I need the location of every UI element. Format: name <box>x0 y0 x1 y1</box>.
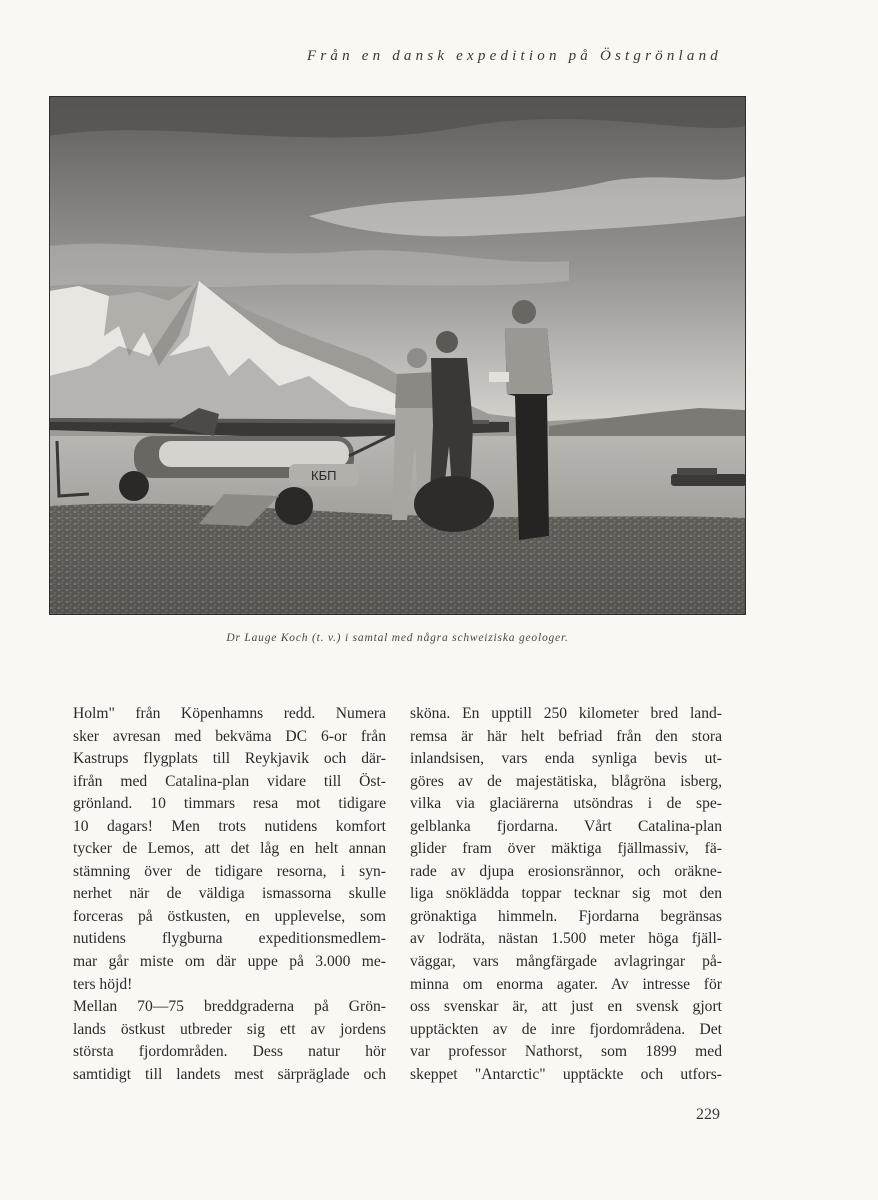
text-line: stämning över de tidigare resorna, i syn- <box>73 862 386 880</box>
text-line: rade av djupa erosionsrännor, och oräkne- <box>410 862 722 880</box>
text-line: upptäckten av de inre fjordområdena. Det <box>410 1020 722 1038</box>
text-line: samtidigt till landets mest särpräglade och <box>73 1065 386 1083</box>
text-line: var professor Nathorst, som 1899 med <box>410 1043 722 1061</box>
text-line: Holm" från Köpenhamns redd. Numera <box>73 705 386 722</box>
text-line: inlandsisen, vars enda synliga bevis ut- <box>410 750 722 768</box>
text-line: nerhet när de väldiga ismassorna skulle <box>73 885 386 903</box>
text-line: lands östkust utbreder sig ett av jordens <box>73 1020 386 1038</box>
text-line: största fjordområden. Dess natur hör <box>73 1043 386 1061</box>
text-column-right <box>410 703 722 1086</box>
text-line: grönland. 10 timmars resa mot tidigare <box>73 795 386 813</box>
text-line: glider fram över mäktiga fjällmassiv, fä- <box>410 840 722 858</box>
text-line: vilka via glaciärerna utsöndras i de spe- <box>410 795 722 813</box>
text-line: liga snöklädda toppar tecknar sig mot den <box>410 885 722 903</box>
text-line: 10 dagars! Men trots nutidens komfort <box>73 817 386 835</box>
text-line: ters höjd! <box>73 975 133 993</box>
text-line: göres av de majestätiska, blågröna isberg, <box>410 772 722 790</box>
running-head: Från en dansk expedition på Östgrönland <box>306 48 722 64</box>
text-line: skeppet "Antarctic" upptäckte och utfors- <box>410 1065 722 1083</box>
text-line: tycker de Lemos, att det låg en helt annan <box>73 840 386 858</box>
text-line: oss svenskar är, att just en svensk gjort <box>410 998 722 1016</box>
text-line: väggar, vars mångfärgade avlagringar på- <box>410 953 722 971</box>
text-line: grönaktiga himmeln. Fjordarna begränsas <box>410 907 722 925</box>
photo-image <box>49 96 746 615</box>
text-line: remsa är här helt befriad från den stora <box>410 727 722 745</box>
text-line: sköna. En upptill 250 kilometer bred land- <box>410 705 722 722</box>
text-line: nutidens flygburna expeditionsmedlem- <box>73 930 386 948</box>
text-line: ifrån med Catalina-plan vidare till Öst- <box>73 772 386 790</box>
svg-text:КБП: КБП <box>311 468 337 483</box>
text-line: gelblanka fjordarna. Vårt Catalina-plan <box>410 817 722 835</box>
text-line: mar går miste om där uppe på 3.000 me- <box>73 953 386 971</box>
page-number: 229 <box>696 1106 720 1123</box>
text-line: av lodräta, nästan 1.500 meter höga fjäll- <box>410 930 722 948</box>
expedition-photo <box>49 96 746 615</box>
text-line: Mellan 70—75 breddgraderna på Grön- <box>73 998 386 1016</box>
photo-caption: Dr Lauge Koch (t. v.) i samtal med några schweiziska geologer. <box>226 632 569 644</box>
text-line: sker avresan med bekväma DC 6-or från <box>73 727 386 745</box>
text-line: Kastrups flygplats till Reykjavik och där- <box>73 750 386 768</box>
text-line: minna om enorma agater. Av intresse för <box>410 975 722 993</box>
text-line: forceras på östkusten, en upplevelse, som <box>73 907 386 925</box>
text-column-left <box>73 703 386 1086</box>
